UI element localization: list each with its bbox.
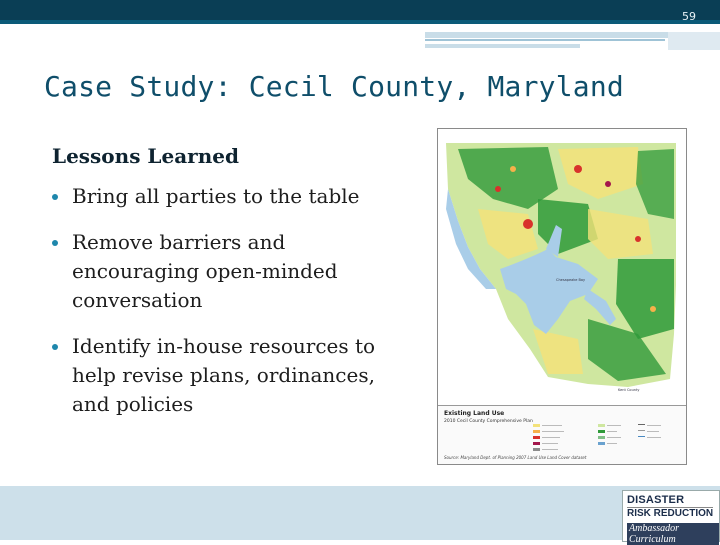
bullet-text: Remove barriers and encouraging open-minded conversation bbox=[72, 230, 338, 312]
map-image bbox=[438, 129, 686, 405]
header-bar-dark bbox=[0, 0, 720, 20]
bullet-icon bbox=[52, 240, 58, 246]
map-legend bbox=[438, 405, 686, 464]
legend-subtitle: 2010 Cecil County Comprehensive Plan bbox=[444, 419, 533, 424]
bullet-text: Bring all parties to the table bbox=[72, 184, 360, 208]
header-accent-stripe bbox=[425, 39, 665, 41]
land-use-map bbox=[437, 128, 687, 465]
map-source: Source: Maryland Dept. of Planning 2007 Land Use Land Cover dataset bbox=[444, 455, 587, 460]
footer-bar bbox=[0, 486, 720, 540]
logo-line-1: DISASTER bbox=[627, 494, 685, 506]
page-number: 59 bbox=[682, 10, 696, 23]
bullet-item bbox=[52, 182, 407, 211]
legend-title: Existing Land Use bbox=[444, 410, 505, 417]
header-accent-stripe bbox=[668, 32, 720, 50]
bullet-list bbox=[52, 182, 407, 436]
bullet-icon bbox=[52, 194, 58, 200]
header-accent-stripe bbox=[425, 44, 580, 48]
bullet-text: Identify in-house resources to help revise plans, ordinances, and policies bbox=[72, 334, 376, 416]
logo-line-3: Ambassador Curriculum bbox=[627, 523, 719, 545]
bullet-item bbox=[52, 228, 407, 315]
subheading: Lessons Learned bbox=[52, 144, 239, 168]
logo-line-2: RISK REDUCTION bbox=[627, 508, 714, 519]
drr-logo bbox=[622, 490, 720, 545]
slide-title: Case Study: Cecil County, Maryland bbox=[44, 70, 624, 103]
bullet-item bbox=[52, 332, 407, 419]
map-bottom-label: Kent County bbox=[618, 388, 640, 392]
bullet-icon bbox=[52, 344, 58, 350]
map-water-label: Chesapeake Bay bbox=[556, 278, 586, 282]
